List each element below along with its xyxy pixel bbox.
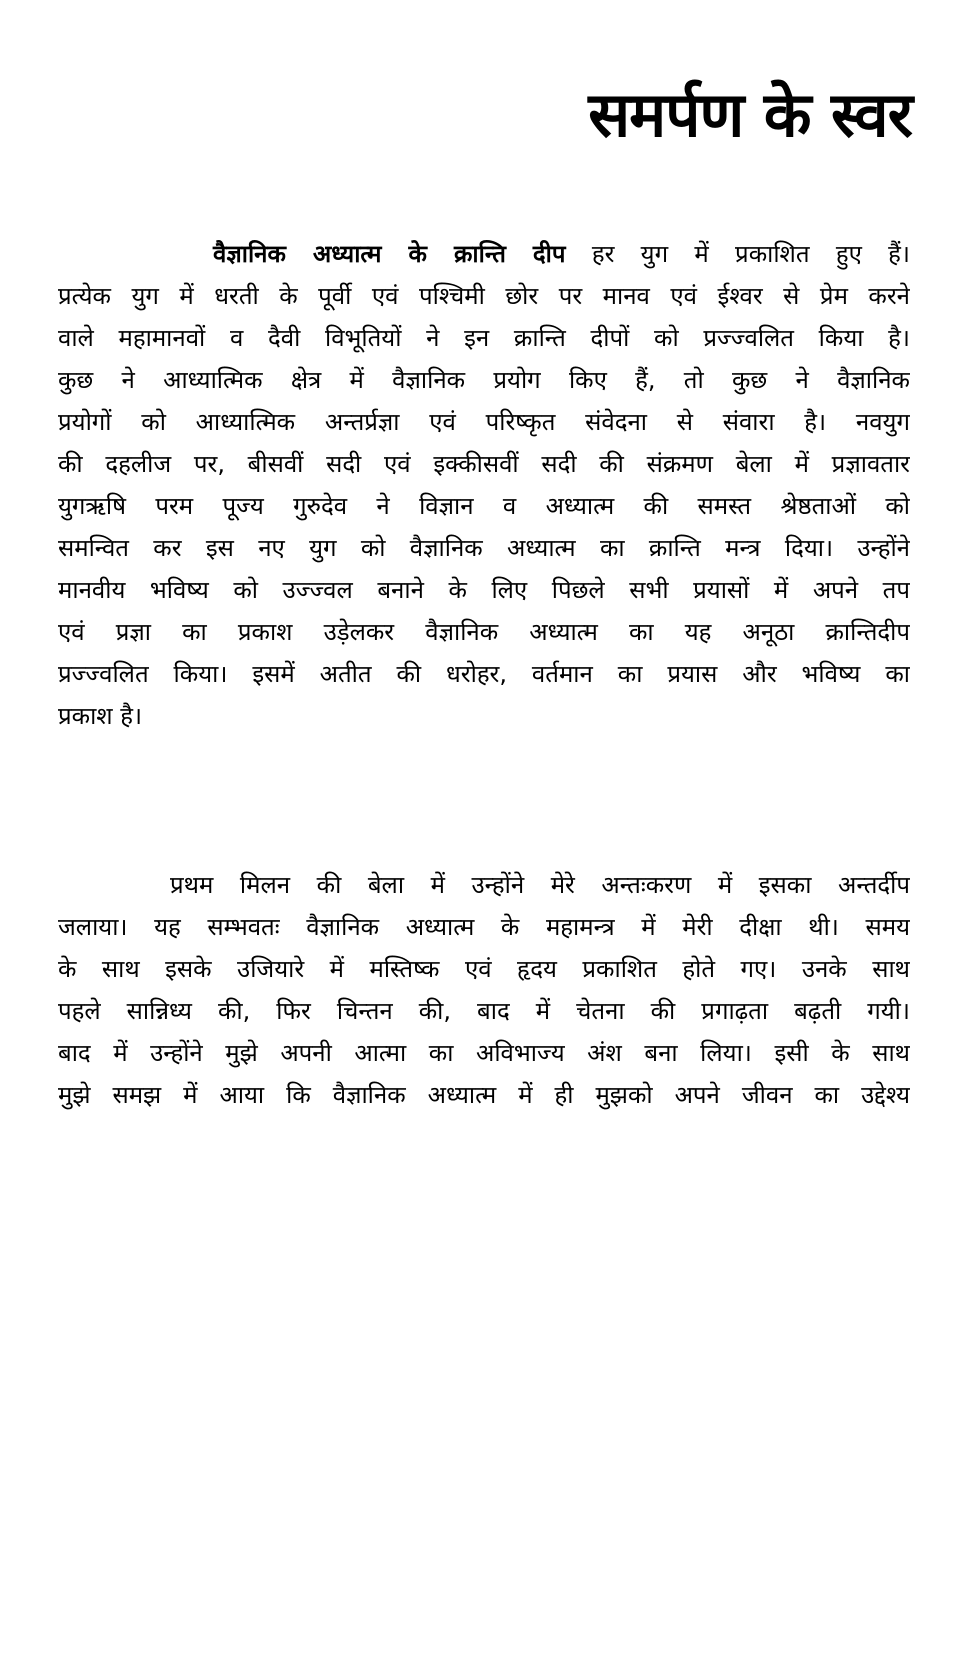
text-line: बाद में उन्होंने मुझे अपनी आत्मा का अविभाज्य अंश बना लिया। इसी के साथ: [58, 1039, 910, 1067]
text-line: मानवीय भविष्य को उज्ज्वल बनाने के लिए पिछले सभी प्रयासों में अपने तप: [58, 576, 910, 604]
text-line: जलाया। यह सम्भवतः वैज्ञानिक अध्यात्म के महामन्त्र में मेरी दीक्षा थी। समय: [58, 913, 910, 941]
text-line: समन्वित कर इस नए युग को वैज्ञानिक अध्यात्म का क्रान्ति मन्त्र दिया। उन्होंने: [58, 534, 910, 562]
text-line: मुझे समझ में आया कि वैज्ञानिक अध्यात्म में ही मुझको अपने जीवन का उद्देश्य: [58, 1081, 910, 1109]
text-line: कुछ ने आध्यात्मिक क्षेत्र में वैज्ञानिक प्रयोग किए हैं, तो कुछ ने वैज्ञानिक: [58, 366, 910, 394]
line-text: हर युग में प्रकाशित हुए हैं।: [565, 240, 910, 268]
text-line: की दहलीज पर, बीसवीं सदी एवं इक्कीसवीं सदी की संक्रमण बेला में प्रज्ञावतार: [58, 450, 910, 478]
text-line: वाले महामानवों व दैवी विभूतियों ने इन क्रान्ति दीपों को प्रज्ज्वलित किया है।: [58, 324, 910, 352]
paragraph-2: [58, 864, 910, 1116]
text-line: प्रज्ज्वलित किया। इसमें अतीत की धरोहर, वर्तमान का प्रयास और भविष्य का: [58, 660, 910, 688]
paragraph-1: [58, 233, 910, 737]
text-line: प्रकाश है।: [58, 702, 143, 730]
text-line: प्रत्येक युग में धरती के पूर्वी एवं पश्चिमी छोर पर मानव एवं ईश्वर से प्रेम करने: [58, 282, 910, 310]
text-line: एवं प्रज्ञा का प्रकाश उड़ेलकर वैज्ञानिक अध्यात्म का यह अनूठा क्रान्तिदीप: [58, 618, 910, 646]
text-line: युगऋषि परम पूज्य गुरुदेव ने विज्ञान व अध्यात्म की समस्त श्रेष्ठताओं को: [58, 492, 910, 520]
text-line: [58, 233, 910, 275]
page-title: समर्पण के स्वर: [588, 77, 912, 151]
text-line: प्रथम मिलन की बेला में उन्होंने मेरे अन्तःकरण में इसका अन्तर्दीप: [170, 871, 910, 899]
text-line: के साथ इसके उजियारे में मस्तिष्क एवं हृदय प्रकाशित होते गए। उनके साथ: [58, 955, 910, 983]
lead-bold-phrase: वैज्ञानिक अध्यात्म के क्रान्ति दीप: [213, 240, 566, 268]
text-line: पहले सान्निध्य की, फिर चिन्तन की, बाद में चेतना की प्रगाढ़ता बढ़ती गयी।: [58, 997, 910, 1025]
text-line: प्रयोगों को आध्यात्मिक अन्तर्प्रज्ञा एवं परिष्कृत संवेदना से संवारा है। नवयुग: [58, 408, 910, 436]
